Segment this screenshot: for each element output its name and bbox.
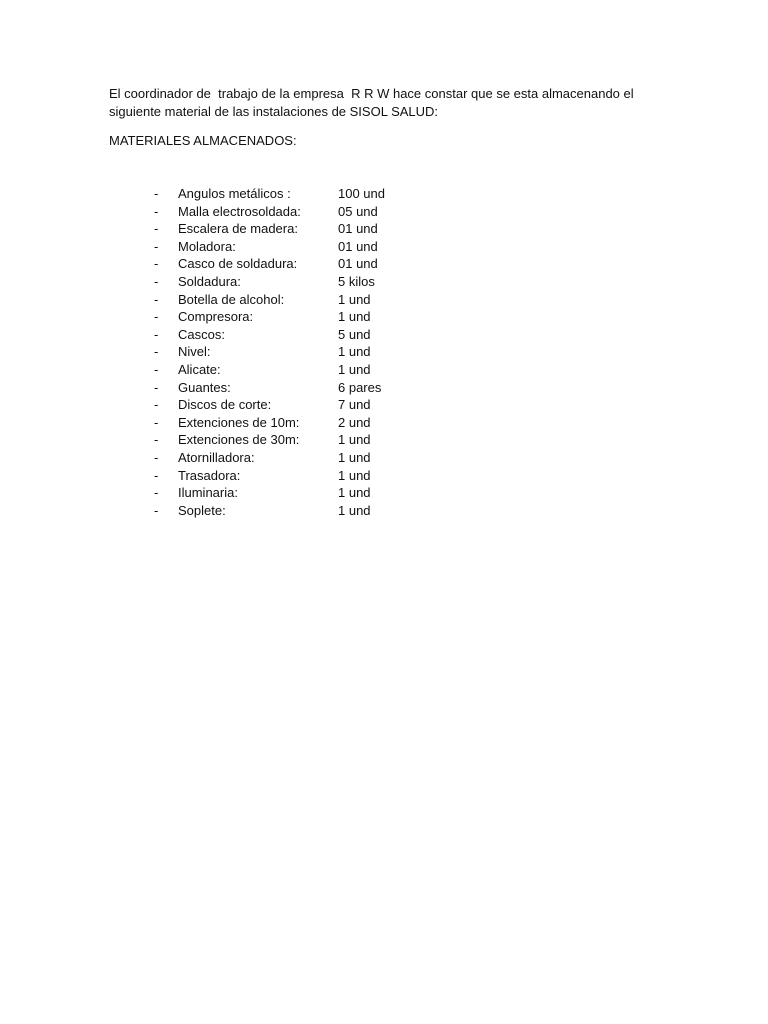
list-item bbox=[0, 343, 768, 361]
list-item bbox=[0, 379, 768, 397]
material-quantity: 01 und bbox=[338, 256, 378, 272]
materials-list bbox=[0, 185, 768, 519]
list-item bbox=[0, 431, 768, 449]
list-bullet: - bbox=[154, 485, 159, 501]
material-quantity: 01 und bbox=[338, 221, 378, 237]
material-name: Nivel: bbox=[178, 344, 211, 360]
list-bullet: - bbox=[154, 379, 159, 395]
list-item bbox=[0, 414, 768, 432]
material-name: Cascos: bbox=[178, 326, 225, 342]
material-quantity: 1 und bbox=[338, 361, 371, 377]
list-item bbox=[0, 273, 768, 291]
list-item bbox=[0, 291, 768, 309]
material-name: Botella de alcohol: bbox=[178, 291, 285, 307]
material-quantity: 5 und bbox=[338, 326, 371, 342]
material-name: Escalera de madera: bbox=[178, 221, 298, 237]
list-bullet: - bbox=[154, 344, 159, 360]
list-item bbox=[0, 255, 768, 273]
list-item bbox=[0, 185, 768, 203]
list-bullet: - bbox=[154, 467, 159, 483]
material-name: Soldadura: bbox=[178, 273, 241, 289]
material-quantity: 7 und bbox=[338, 397, 371, 413]
materials-heading: MATERIALES ALMACENADOS: bbox=[109, 133, 297, 148]
material-name: Compresora: bbox=[178, 309, 254, 325]
material-name: Angulos metálicos : bbox=[178, 186, 291, 201]
material-name: Atornilladora: bbox=[178, 449, 255, 465]
list-bullet: - bbox=[154, 502, 159, 518]
list-bullet: - bbox=[154, 203, 159, 219]
material-name: Guantes: bbox=[178, 379, 231, 395]
material-quantity: 6 pares bbox=[338, 379, 382, 395]
material-name: Soplete: bbox=[178, 502, 226, 518]
list-item bbox=[0, 502, 768, 520]
list-bullet: - bbox=[154, 309, 159, 325]
list-item bbox=[0, 308, 768, 326]
material-quantity: 100 und bbox=[338, 186, 385, 201]
material-quantity: 2 und bbox=[338, 414, 371, 430]
material-quantity: 1 und bbox=[338, 502, 371, 518]
material-name: Casco de soldadura: bbox=[178, 256, 298, 272]
list-bullet: - bbox=[154, 238, 159, 254]
list-bullet: - bbox=[154, 291, 159, 307]
material-quantity: 01 und bbox=[338, 238, 378, 254]
list-bullet: - bbox=[154, 432, 159, 448]
material-name: Extenciones de 30m: bbox=[178, 432, 300, 448]
list-bullet: - bbox=[154, 326, 159, 342]
intro-paragraph: El coordinador de trabajo de la empresa R R W hace constar que se esta almacenando el siguiente material de las instalaciones de SISOL SALUD: bbox=[109, 86, 638, 119]
material-name: Malla electrosoldada: bbox=[178, 203, 301, 219]
list-item bbox=[0, 449, 768, 467]
list-bullet: - bbox=[154, 414, 159, 430]
material-quantity: 1 und bbox=[338, 449, 371, 465]
material-quantity: 1 und bbox=[338, 467, 371, 483]
list-bullet: - bbox=[154, 361, 159, 377]
list-item bbox=[0, 467, 768, 485]
list-bullet: - bbox=[154, 273, 159, 289]
material-quantity: 1 und bbox=[338, 309, 371, 325]
list-item bbox=[0, 326, 768, 344]
material-quantity: 5 kilos bbox=[338, 273, 375, 289]
material-quantity: 1 und bbox=[338, 432, 371, 448]
list-bullet: - bbox=[154, 221, 159, 237]
material-name: Iluminaria: bbox=[178, 485, 238, 501]
material-name: Trasadora: bbox=[178, 467, 241, 483]
list-item bbox=[0, 484, 768, 502]
list-item bbox=[0, 361, 768, 379]
list-item bbox=[0, 220, 768, 238]
material-quantity: 1 und bbox=[338, 485, 371, 501]
list-bullet: - bbox=[154, 186, 159, 201]
list-bullet: - bbox=[154, 449, 159, 465]
list-item bbox=[0, 396, 768, 414]
list-item bbox=[0, 238, 768, 256]
material-name: Extenciones de 10m: bbox=[178, 414, 300, 430]
material-quantity: 1 und bbox=[338, 291, 371, 307]
material-name: Alicate: bbox=[178, 361, 221, 377]
list-item bbox=[0, 203, 768, 221]
list-bullet: - bbox=[154, 256, 159, 272]
material-quantity: 1 und bbox=[338, 344, 371, 360]
material-name: Discos de corte: bbox=[178, 397, 272, 413]
list-bullet: - bbox=[154, 397, 159, 413]
material-name: Moladora: bbox=[178, 238, 236, 254]
material-quantity: 05 und bbox=[338, 203, 378, 219]
